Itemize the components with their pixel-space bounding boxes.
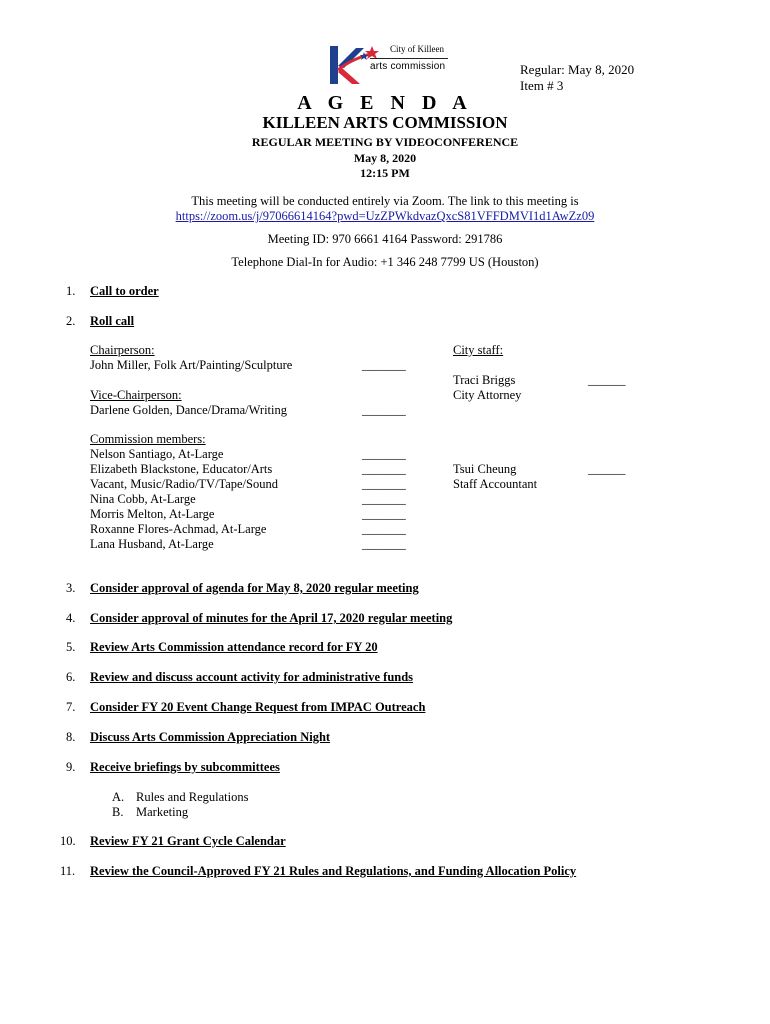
item-approve-agenda: Consider approval of agenda for May 8, 2020 regular meeting: [90, 581, 419, 595]
attendance-blank: _______: [362, 507, 406, 521]
item-number: 6.: [66, 670, 76, 684]
attendance-blank: _______: [362, 522, 406, 536]
staff-heading: City staff:: [453, 343, 504, 357]
item-grant-calendar: Review FY 21 Grant Cycle Calendar: [90, 834, 286, 848]
vice-heading: Vice-Chairperson:: [90, 388, 182, 402]
item-number: 5.: [66, 640, 76, 654]
zoom-link[interactable]: https://zoom.us/j/97066614164?pwd=UzZPWkdvazQxcS81VFFDMVI1d1AwZz09: [175, 209, 595, 223]
item-number: 11.: [60, 864, 76, 878]
member-name: Roxanne Flores-Achmad, At-Large: [90, 522, 267, 536]
item-number: 7.: [66, 700, 76, 714]
meeting-date: May 8, 2020: [353, 151, 417, 165]
meta-regular-date: Regular: May 8, 2020: [520, 62, 635, 77]
member-name: Nelson Santiago, At-Large: [90, 447, 224, 461]
logo-divider: [370, 58, 448, 59]
members-heading: Commission members:: [90, 432, 206, 446]
item-number: 8.: [66, 730, 76, 744]
subitem-letter: A.: [112, 790, 125, 804]
item-attendance-record: Review Arts Commission attendance record for FY 20: [90, 640, 378, 654]
item-number: 2.: [66, 314, 76, 328]
staff-name: Tsui Cheung: [453, 462, 517, 476]
attendance-blank: _______: [362, 447, 406, 461]
attendance-blank: _______: [362, 462, 406, 476]
staff-name: Traci Briggs: [453, 373, 516, 387]
chair-heading: Chairperson:: [90, 343, 155, 357]
member-name: Lana Husband, At-Large: [90, 537, 214, 551]
item-number: 10.: [60, 834, 76, 848]
subitem-marketing: Marketing: [136, 805, 189, 819]
meeting-type: REGULAR MEETING BY VIDEOCONFERENCE: [251, 135, 519, 149]
logo-text-city: City of Killeen: [390, 44, 444, 54]
meeting-time: 12:15 PM: [360, 166, 410, 180]
attendance-blank: ______: [588, 462, 626, 476]
subitem-rules: Rules and Regulations: [136, 790, 249, 804]
item-appreciation-night: Discuss Arts Commission Appreciation Night: [90, 730, 331, 744]
item-event-change: Consider FY 20 Event Change Request from IMPAC Outreach: [90, 700, 426, 714]
item-call-to-order: Call to order: [90, 284, 159, 298]
meeting-id: Meeting ID: 970 6661 4164 Password: 291786: [267, 232, 503, 246]
member-name: Elizabeth Blackstone, Educator/Arts: [90, 462, 273, 476]
meta-item-number: Item # 3: [520, 78, 564, 93]
item-rules-funding-policy: Review the Council-Approved FY 21 Rules and Regulations, and Funding Allocation Policy: [90, 864, 577, 878]
member-name: Nina Cobb, At-Large: [90, 492, 196, 506]
item-number: 9.: [66, 760, 76, 774]
attendance-blank: _______: [362, 537, 406, 551]
item-subcommittee-briefings: Receive briefings by subcommittees: [90, 760, 280, 774]
item-account-activity: Review and discuss account activity for administrative funds: [90, 670, 414, 684]
agenda-title: A G E N D A: [297, 92, 473, 114]
vice-name: Darlene Golden, Dance/Drama/Writing: [90, 403, 287, 417]
item-approve-minutes: Consider approval of minutes for the April 17, 2020 regular meeting: [90, 611, 453, 625]
dial-in: Telephone Dial-In for Audio: +1 346 248 7799 US (Houston): [231, 255, 539, 269]
staff-title: Staff Accountant: [453, 477, 538, 491]
staff-title: City Attorney: [453, 388, 522, 402]
attendance-blank: _______: [362, 492, 406, 506]
logo-text-arts: arts commission: [370, 61, 446, 72]
member-name: Vacant, Music/Radio/TV/Tape/Sound: [90, 477, 278, 491]
attendance-blank: _______: [362, 477, 406, 491]
org-title: KILLEEN ARTS COMMISSION: [262, 113, 508, 132]
item-roll-call: Roll call: [90, 314, 135, 328]
attendance-blank: _______: [362, 403, 406, 417]
subitem-letter: B.: [112, 805, 124, 819]
item-number: 4.: [66, 611, 76, 625]
chair-name: John Miller, Folk Art/Painting/Sculpture: [90, 358, 293, 372]
item-number: 3.: [66, 581, 76, 595]
attendance-blank: _______: [362, 358, 406, 372]
zoom-text: This meeting will be conducted entirely via Zoom. The link to this meeting is: [191, 194, 579, 208]
item-number: 1.: [66, 284, 76, 298]
member-name: Morris Melton, At-Large: [90, 507, 215, 521]
attendance-blank: ______: [588, 373, 626, 387]
